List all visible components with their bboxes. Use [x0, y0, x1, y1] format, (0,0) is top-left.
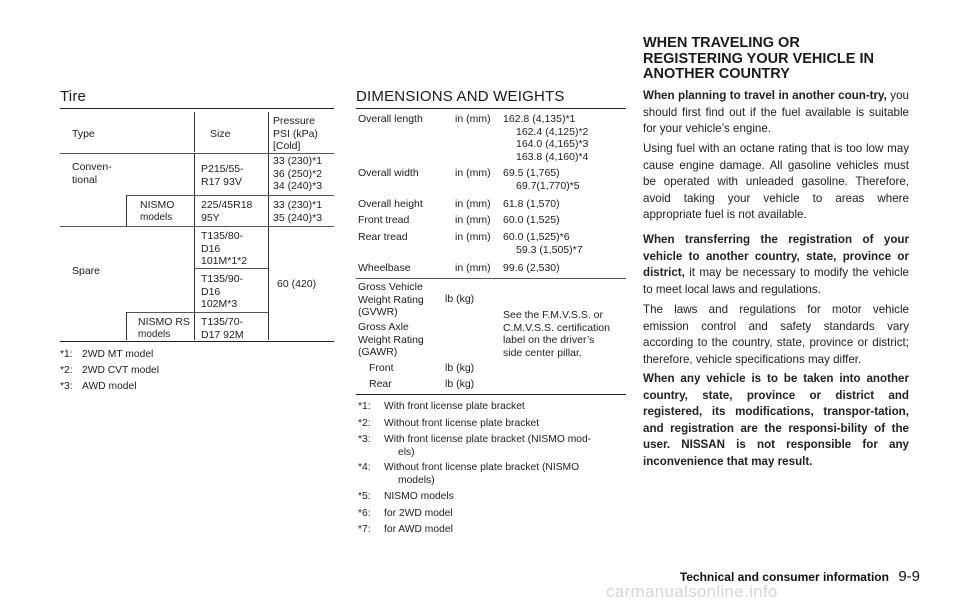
dim-footnote: *3: With front license plate bracket (NISMO mod- els) [358, 434, 592, 458]
dim-unit: in (mm) [455, 231, 491, 243]
dim-unit: in (mm) [455, 262, 491, 274]
dim-footnote: *5: NISMO models [358, 491, 454, 502]
dim-label-rear: Rear [369, 378, 392, 390]
traveling-paragraph-3: When transferring the registration of your vehicle to another country, state, province or district, it may be necessary to modify the vehicle to meet local laws and regulations. [643, 233, 909, 296]
tire-size-nismo-rs: T135/70- D17 92M [201, 316, 244, 341]
dimensions-section-title: DIMENSIONS AND WEIGHTS [356, 88, 565, 105]
dim-grid-line [356, 278, 626, 279]
tire-pressure-spare: 60 (420) [277, 278, 317, 290]
dim-label-front-tread: Front tread [358, 214, 410, 226]
dim-unit: in (mm) [455, 214, 491, 226]
tire-grid-line [126, 195, 127, 226]
tire-footnote: *2: 2WD CVT model [60, 365, 160, 376]
traveling-paragraph-4: The laws and regulations for motor vehicle emission control and safety standards vary according to the country, state, province or district; therefore, vehicle specifications may differ. [643, 303, 909, 366]
page-number: 9-9 [898, 568, 920, 585]
dim-unit-front: lb (kg) [445, 362, 475, 374]
traveling-paragraph-1: When planning to travel in another coun-try, you should first find out if the fuel available is suitable for your vehicle’s engine. [643, 89, 909, 136]
dim-footnote: *7: for AWD model [358, 524, 453, 535]
tire-grid-line [194, 268, 268, 269]
dim-value-overall-height: 61.8 (1,570) [503, 198, 560, 210]
dimensions-table-bottom-rule [356, 394, 626, 395]
tire-grid-line [126, 312, 127, 340]
dim-value-overall-length: 162.8 (4,135)*1 162.4 (4,125)*2 164.0 (4,165)*3 163.8 (4,160)*4 [503, 113, 589, 163]
traveling-paragraph-5: When any vehicle is to be taken into another country, state, province or district and registered, its modifications, transpor-tation, and registration are the responsi-bility of the user. NISSAN is not responsible for any inconvenience that may result. [643, 372, 909, 468]
dim-footnote: *2: Without front license plate bracket [358, 418, 540, 429]
dim-label-front: Front [369, 362, 394, 374]
dim-value-rear-tread: 60.0 (1,525)*6 59.3 (1,505)*7 [503, 231, 583, 256]
tire-footnote: *3: AWD model [60, 381, 137, 392]
dim-label-wheelbase: Wheelbase [358, 262, 411, 274]
dim-unit: in (mm) [455, 167, 491, 179]
tire-size-nismo: 225/45R18 95Y [201, 199, 253, 224]
dim-label-overall-height: Overall height [358, 198, 423, 210]
dim-weight-note: See the F.M.V.S.S. or C.M.V.S.S. certification label on the driver’s side center pillar. [503, 309, 610, 359]
traveling-section-title: WHEN TRAVELING OR REGISTERING YOUR VEHICLE IN ANOTHER COUNTRY [643, 35, 874, 82]
tire-grid-line [126, 195, 334, 196]
tire-type-conventional: Conven- tional [72, 161, 112, 186]
tire-pressure-nismo: 33 (230)*1 35 (240)*3 [273, 199, 323, 224]
tire-pressure-conventional: 33 (230)*1 36 (250)*2 34 (240)*3 [273, 155, 323, 192]
tire-type-nismo-rs: NISMO RS models [138, 316, 190, 340]
dim-label-overall-length: Overall length [358, 113, 423, 125]
dim-footnote: *1: With front license plate bracket [358, 401, 525, 412]
dim-label-gawr: Gross Axle Weight Rating (GAWR) [358, 321, 424, 358]
tire-type-spare: Spare [72, 265, 101, 277]
dimensions-title-rule [356, 108, 626, 109]
traveling-paragraph-2: Using fuel with an octane rating that is too low may cause engine damage. All gasoline vehicles must be operated with unleaded gasoline. Therefore, avoid taking your vehicle to areas where appropriate fuel is not available. [643, 142, 909, 222]
tire-header-pressure: Pressure PSI (kPa) [Cold] [273, 115, 318, 152]
dim-unit: in (mm) [455, 198, 491, 210]
dim-value-front-tread: 60.0 (1,525) [503, 214, 560, 226]
dim-unit-gvwr: lb (kg) [445, 293, 475, 305]
dim-value-wheelbase: 99.6 (2,530) [503, 262, 560, 274]
tire-table-bottom-rule [60, 341, 334, 342]
dim-label-rear-tread: Rear tread [358, 231, 408, 243]
dim-unit-rear: lb (kg) [445, 378, 475, 390]
watermark: carmanualsonline.info [606, 582, 778, 601]
tire-footnote: *1: 2WD MT model [60, 349, 154, 360]
dim-footnote: *4: Without front license plate bracket (NISMO models) [358, 462, 580, 486]
tire-size-spare-2: T135/90- D16 102M*3 [201, 273, 244, 310]
dim-footnote: *6: for 2WD model [358, 508, 453, 519]
footer-section-label: Technical and consumer information [679, 570, 889, 584]
tire-grid-line [194, 112, 195, 152]
dim-value-overall-width: 69.5 (1,765) 69.7(1,770)*5 [503, 167, 580, 192]
tire-size-spare-1: T135/80- D16 101M*1*2 [201, 230, 248, 267]
tire-section-title: Tire [60, 88, 87, 105]
tire-title-rule [60, 108, 334, 109]
dim-label-overall-width: Overall width [358, 167, 419, 179]
dim-unit: in (mm) [455, 113, 491, 125]
tire-type-nismo: NISMO models [140, 199, 175, 223]
dim-label-gvwr: Gross Vehicle Weight Rating (GVWR) [358, 281, 424, 318]
tire-size-conventional: P215/55- R17 93V [201, 163, 244, 188]
tire-grid-line [60, 226, 334, 227]
tire-grid-line [60, 153, 334, 154]
tire-header-type: Type [72, 128, 95, 140]
tire-header-size: Size [210, 128, 231, 140]
tire-grid-line [126, 312, 268, 313]
